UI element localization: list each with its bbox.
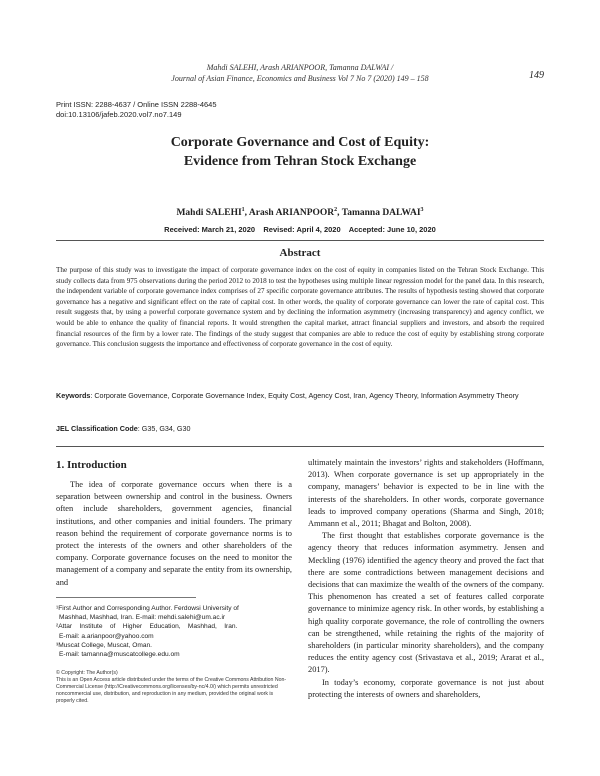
right-column [308,457,544,701]
page-number: 149 [529,70,544,81]
paragraph: The idea of corporate governance occurs when there is a separation between ownership and control in the business. Owners often include shareholders, government agencies, financial institutions, and other companies and initial founders. The primary reason behind the requirement of corporate governance norms is to protect the interests of the owners and other shareholders of the company. Corporate governance focuses on the need to monitor the management of a company and separate the entity from its ownership, and [56,480,292,587]
paragraph: ultimately maintain the investors’ rights and stakeholders (Hoffmann, 2013). When corporate governance is set up appropriately in the company, managers’ behavior is expected to be in line with the interests of the shareholders. In other words, corporate governance leads to improved company operations (Sharma and Singh, 2018; Ammann et al., 2011; Bhagat and Bolton, 2008). [308,458,544,529]
paper-title [0,133,600,171]
footnote-divider [56,597,196,598]
running-header [0,62,600,84]
footnote-1-cont: Mashhad, Mashhad, Iran. E-mail: mehdi.salehi@um.ac.ir [59,614,226,622]
footnote-2: ²Attar Institute of Higher Education, Mashhad, Iran. [56,623,238,631]
keywords-label: Keywords [56,391,91,400]
license-text: This is an Open Access article distributed under the terms of the Creative Commons Attribution Non-Commercial License (http://Creativecommons.org/licenses/by-nc/4.0/) which permits unrestricted noncommercial use, distribution, and reproduction in any medium, provided the original work is properly cited. [56,677,287,704]
running-header-authors: Mahdi SALEHI, Arash ARIANPOOR, Tamanna DALWAI / [206,63,394,72]
author-3: Tamanna DALWAI [341,208,421,219]
running-header-journal: Journal of Asian Finance, Economics and Business Vol 7 No 7 (2020) 149 – 158 [171,74,429,83]
title-line-1: Corporate Governance and Cost of Equity: [170,135,430,150]
footnote-3: ³Muscat College, Muscat, Oman. [56,641,153,649]
section-heading-introduction: 1. Introduction [56,459,127,471]
footnote-3-cont: E-mail: tamanna@muscatcollege.edu.om [59,651,180,659]
author-3-affil: 3 [420,207,424,213]
author-1: Mahdi SALEHI [176,208,242,219]
submission-dates: Received: March 21, 2020 Revised: April 4, 2020 Accepted: June 10, 2020 [164,225,436,234]
jel-line [56,424,544,433]
divider [56,446,544,447]
divider [56,240,544,241]
footnotes [56,604,292,659]
abstract-heading: Abstract [279,247,321,259]
jel-label: JEL Classification Code [56,424,138,433]
doi-line: doi:10.13106/jafeb.2020.vol7.no7.149 [56,110,182,119]
footnote-1: ¹First Author and Corresponding Author. Ferdowsi University of [56,605,239,612]
abstract-text: The purpose of this study was to investigate the impact of corporate governance index on the cost of equity in companies listed on the Tehran Stock Exchange. This study collects data from 975 observations during the period 2012 to 2018 to test the hypotheses using multiple linear regression model for the panel data. In this research, the independent variable of corporate governance index comprises of 27 specific corporate governance attributes. The results of hypothesis testing showed that corporate governance has a negative and significant effect on the rate of capital cost. In other words, the quality of corporate governance can lower the rate of capital cost. This result suggests that, by using a powerful corporate governance system and by declining the information asymmetry (increasing transparency) and agency conflict, we would be able to enhance the quality of financial reports. It would strengthen the capital market, attract financial suppliers and investors, and absorb the required financial resources of the firm by a lower rate. The findings of the study suggest that companies are able to reduce the cost of equity by establishing strong corporate governance. This conclusion suggests the importance and effectiveness of corporate governance in the cost of equity. [56,266,544,349]
left-column [56,479,292,589]
title-line-2: Evidence from Tehran Stock Exchange [183,154,417,169]
copyright-line: © Copyright: The Author(s) [56,670,118,676]
copyright-notice [56,670,292,705]
keywords-text: : Corporate Governance, Corporate Governance Index, Equity Cost, Agency Cost, Iran, Agency Theory, Information Asymmetry Theory [90,391,519,400]
keywords-line [56,391,544,401]
author-2: Arash ARIANPOOR [248,208,335,219]
author-separator: , [337,208,342,219]
jel-text: : G35, G34, G30 [137,424,191,433]
author-separator: , [244,208,249,219]
author-list [0,207,600,218]
author-1-affil: 1 [241,207,245,213]
footnote-2-cont: E-mail: a.arianpoor@yahoo.com [59,632,154,640]
author-2-affil: 2 [334,207,338,213]
issn-line: Print ISSN: 2288-4637 / Online ISSN 2288-4645 [56,100,217,109]
paragraph: In today’s economy, corporate governance is not just about protecting the interests of owners and shareholders, [308,677,544,699]
paragraph: The first thought that establishes corporate governance is the agency theory that reduces information asymmetry. Jensen and Meckling (1976) identified the agency theory and proved the fact that there are some contradictions between management decisions and decisions that can maximize the wealth of the owners of the company. This phenomenon has created a set of features called corporate governance to minimize agency risk. In other words, by establishing a high quality corporate governance, the role of controlling the owners can be strengthened, while retaining the rights of the majority of shareholders (in particular minority shareholders), and the company reduces the entity agency cost (Srivastava et al., 2019; Ararat et al., 2017). [308,531,544,675]
issn-block [56,100,217,120]
